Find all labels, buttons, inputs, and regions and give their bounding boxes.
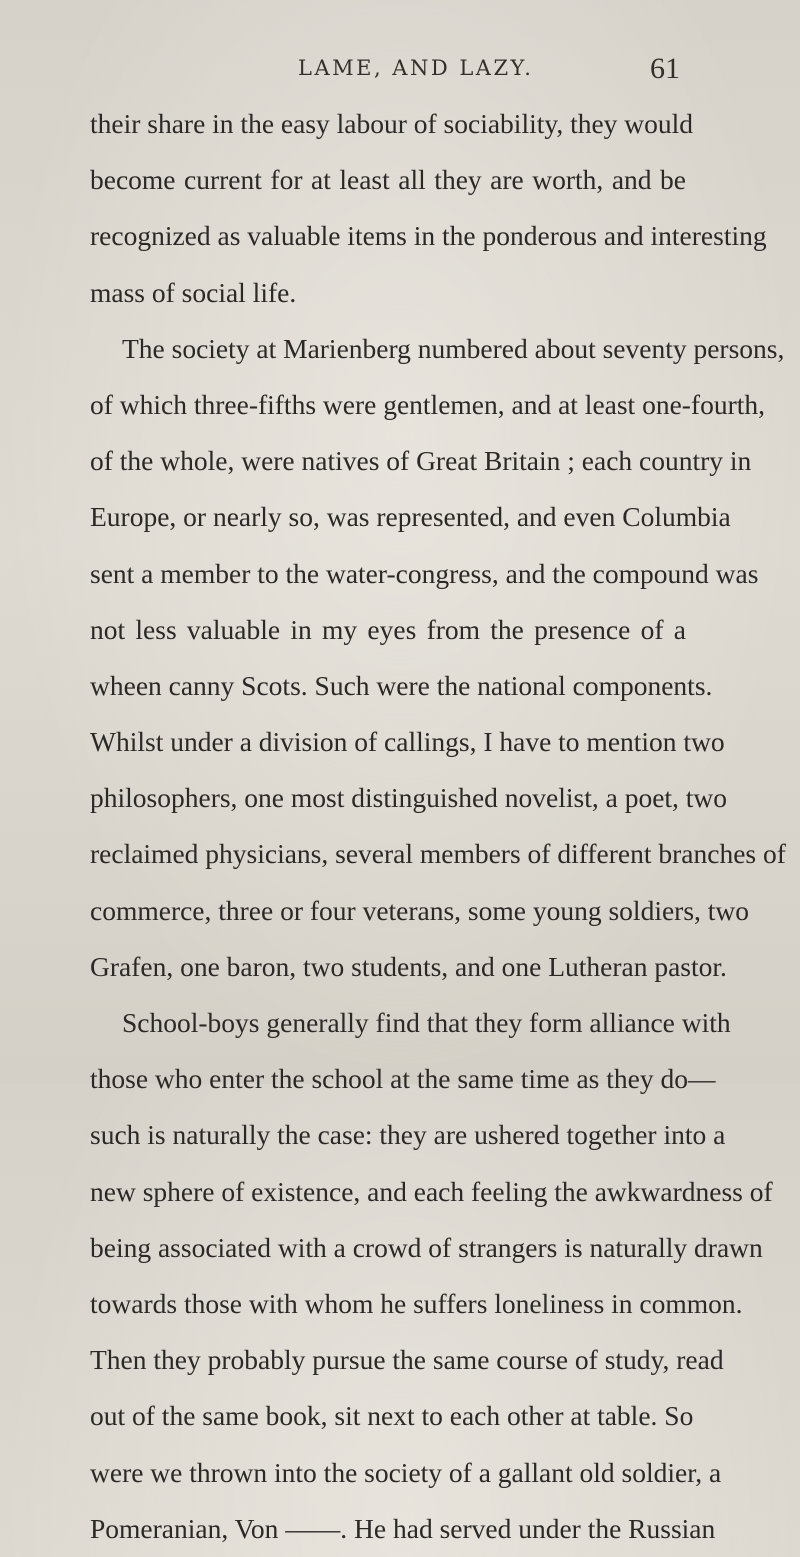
text-line: The society at Marienberg numbered about seventy persons, [122, 332, 785, 364]
text-line: being associated with a crowd of strangers is naturally drawn [90, 1231, 763, 1263]
text-line: of which three-fifths were gentlemen, and at least one-fourth, [90, 388, 766, 420]
text-line: mass of social life. [90, 276, 297, 308]
text-line: School-boys generally find that they form alliance with [122, 1007, 731, 1038]
text-line: Then they probably pursue the same course of study, read [90, 1344, 724, 1376]
text-line: Pomeranian, Von ——. He had served under the Russian [90, 1512, 716, 1544]
text-line: not less valuable in my eyes from the presence of a [90, 613, 686, 645]
text-line: were we thrown into the society of a gallant old soldier, a [90, 1456, 722, 1488]
text-line: Whilst under a division of callings, I have to mention two [90, 726, 725, 758]
text-line: commerce, three or four veterans, some young soldiers, two [90, 894, 750, 926]
text-line: recognized as valuable items in the ponderous and interesting [90, 220, 767, 252]
text-line: sent a member to the water-congress, and the compound was [90, 557, 759, 589]
text-line: become current for at least all they are worth, and be [90, 164, 686, 196]
text-line: towards those with whom he suffers loneliness in common. [90, 1287, 743, 1319]
text-line: Grafen, one baron, two students, and one Lutheran pastor. [90, 950, 727, 982]
running-head [0, 52, 800, 92]
text-line: those who enter the school at the same time as they do— [90, 1063, 716, 1095]
text-line: philosophers, one most distinguished novelist, a poet, two [90, 782, 728, 814]
text-line: reclaimed physicians, several members of different branches of [90, 838, 786, 870]
body-text [90, 96, 786, 1557]
text-line: such is naturally the case: they are ushered together into a [90, 1119, 726, 1151]
text-line: new sphere of existence, and each feeling the awkwardness of [90, 1175, 773, 1207]
text-line: their share in the easy labour of sociability, they would [90, 108, 694, 139]
text-line: of the whole, were natives of Great Britain ; each country in [90, 445, 752, 477]
text-line: Europe, or nearly so, was represented, and even Columbia [90, 501, 731, 533]
text-line: wheen canny Scots. Such were the national components. [90, 669, 713, 701]
page-number: 61 [650, 52, 680, 85]
text-line: out of the same book, sit next to each other at table. So [90, 1400, 694, 1432]
running-title: LAME, AND LAZY. [298, 56, 534, 80]
